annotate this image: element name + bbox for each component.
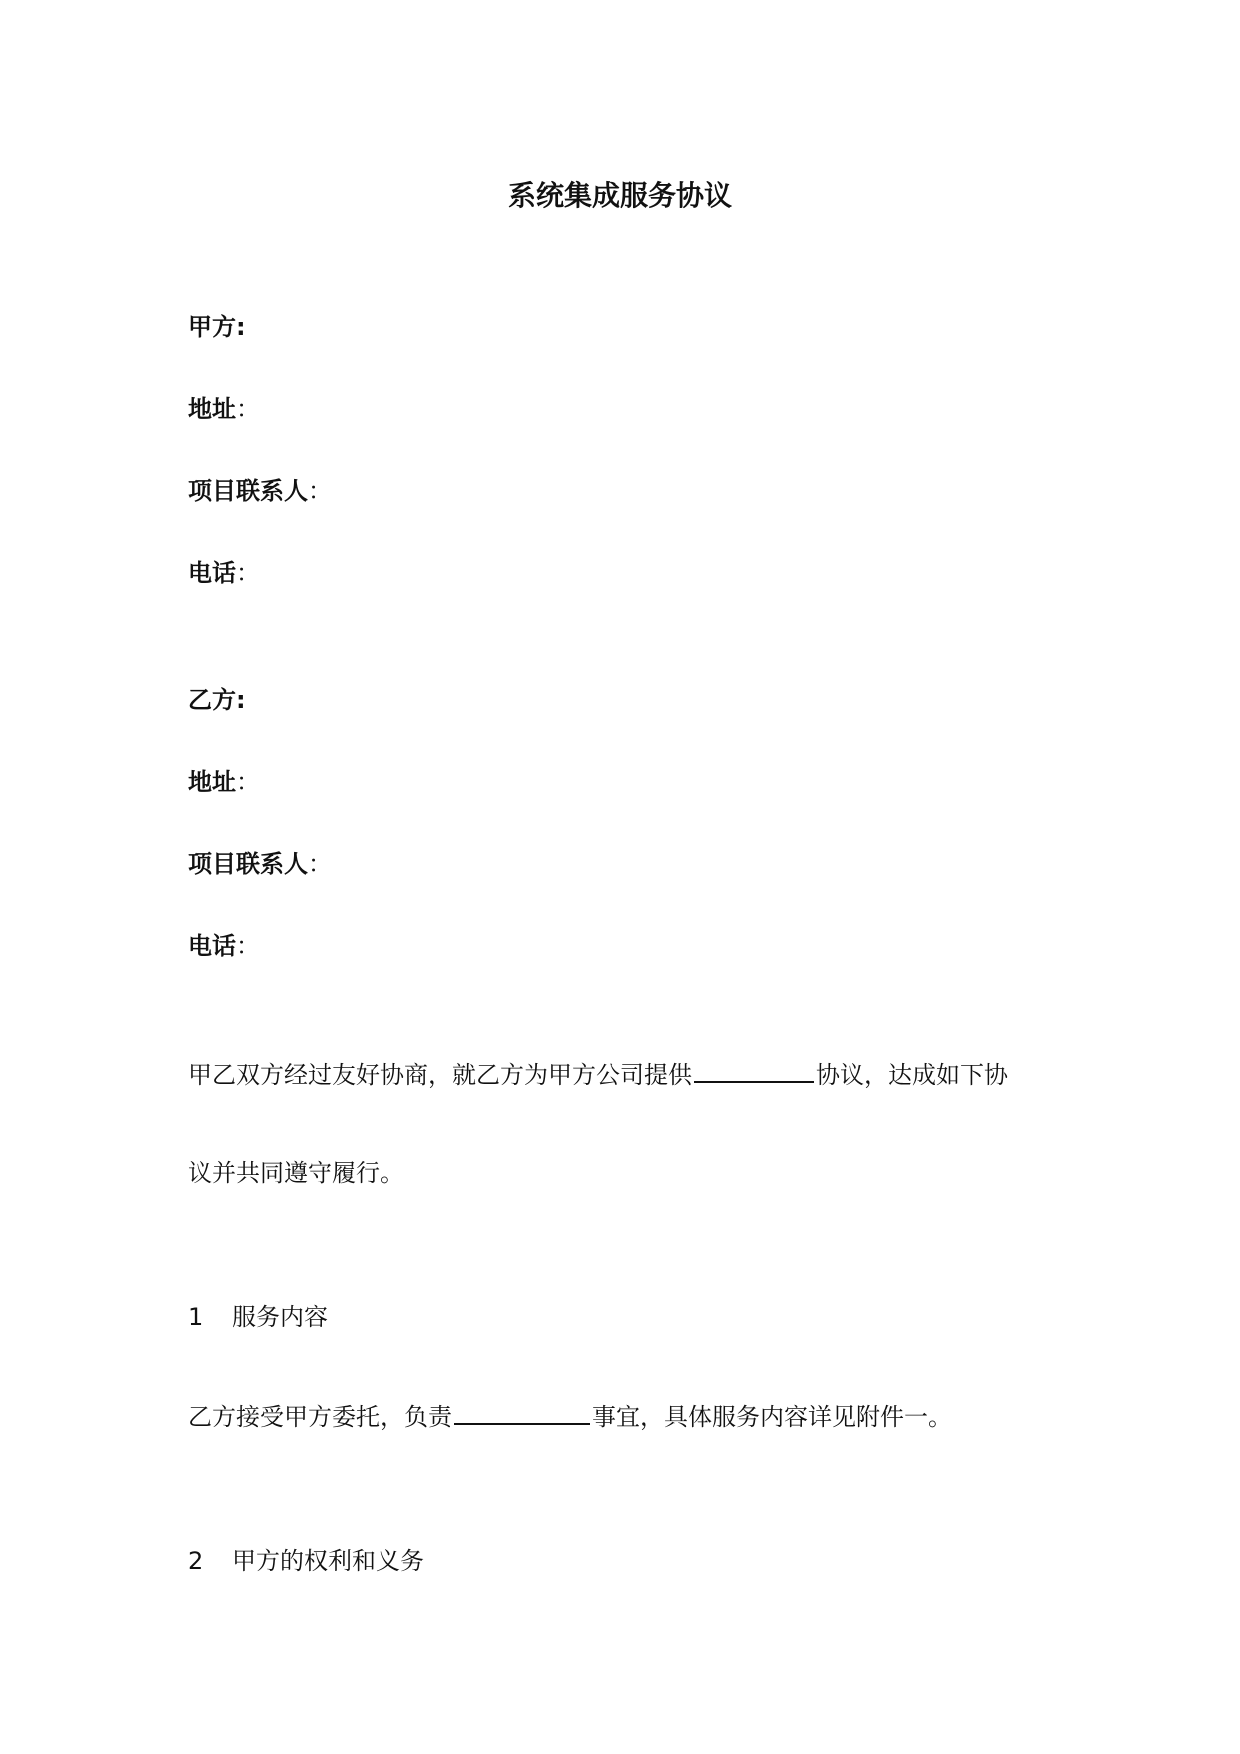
colon: ： (236, 395, 260, 423)
party-b-label: 乙方: (188, 686, 246, 714)
party-b-row (188, 683, 246, 717)
party-a-address-row (188, 392, 260, 426)
party-a-contact-label: 项目联系人 (188, 477, 308, 505)
fill-in-blank (694, 1059, 814, 1083)
party-a-label: 甲方: (188, 313, 246, 341)
section-body (188, 1400, 952, 1434)
party-b-contact-row (188, 847, 332, 881)
colon: ： (236, 768, 260, 796)
document-title: 系统集成服务协议 (507, 179, 732, 212)
section-heading (188, 1300, 328, 1334)
colon: ： (308, 477, 332, 505)
section-heading (188, 1544, 424, 1578)
party-b-phone-label: 电话 (188, 932, 236, 960)
intro-text-line2: 议并共同遵守履行。 (188, 1159, 404, 1187)
section-number: 1 (188, 1303, 204, 1331)
section-body-part1: 乙方接受甲方委托，负责 (188, 1403, 452, 1431)
party-a-contact-row (188, 474, 332, 508)
fill-in-blank (454, 1401, 590, 1425)
intro-line-2 (188, 1156, 404, 1190)
party-b-address-row (188, 765, 260, 799)
party-b-phone-row (188, 929, 260, 963)
party-a-row (188, 310, 246, 344)
colon: ： (236, 559, 260, 587)
section-title: 甲方的权利和义务 (232, 1547, 424, 1575)
party-a-phone-row (188, 556, 260, 590)
section-title: 服务内容 (232, 1303, 328, 1331)
colon: ： (308, 850, 332, 878)
intro-line-1 (188, 1058, 1008, 1092)
party-b-address-label: 地址 (188, 768, 236, 796)
intro-text-part1: 甲乙双方经过友好协商，就乙方为甲方公司提供 (188, 1061, 692, 1089)
section-body-part2: 事宜，具体服务内容详见附件一。 (592, 1403, 952, 1431)
section-number: 2 (188, 1547, 204, 1575)
colon: ： (236, 932, 260, 960)
party-a-address-label: 地址 (188, 395, 236, 423)
party-b-contact-label: 项目联系人 (188, 850, 308, 878)
party-a-phone-label: 电话 (188, 559, 236, 587)
intro-text-part2: 协议，达成如下协 (816, 1061, 1008, 1089)
